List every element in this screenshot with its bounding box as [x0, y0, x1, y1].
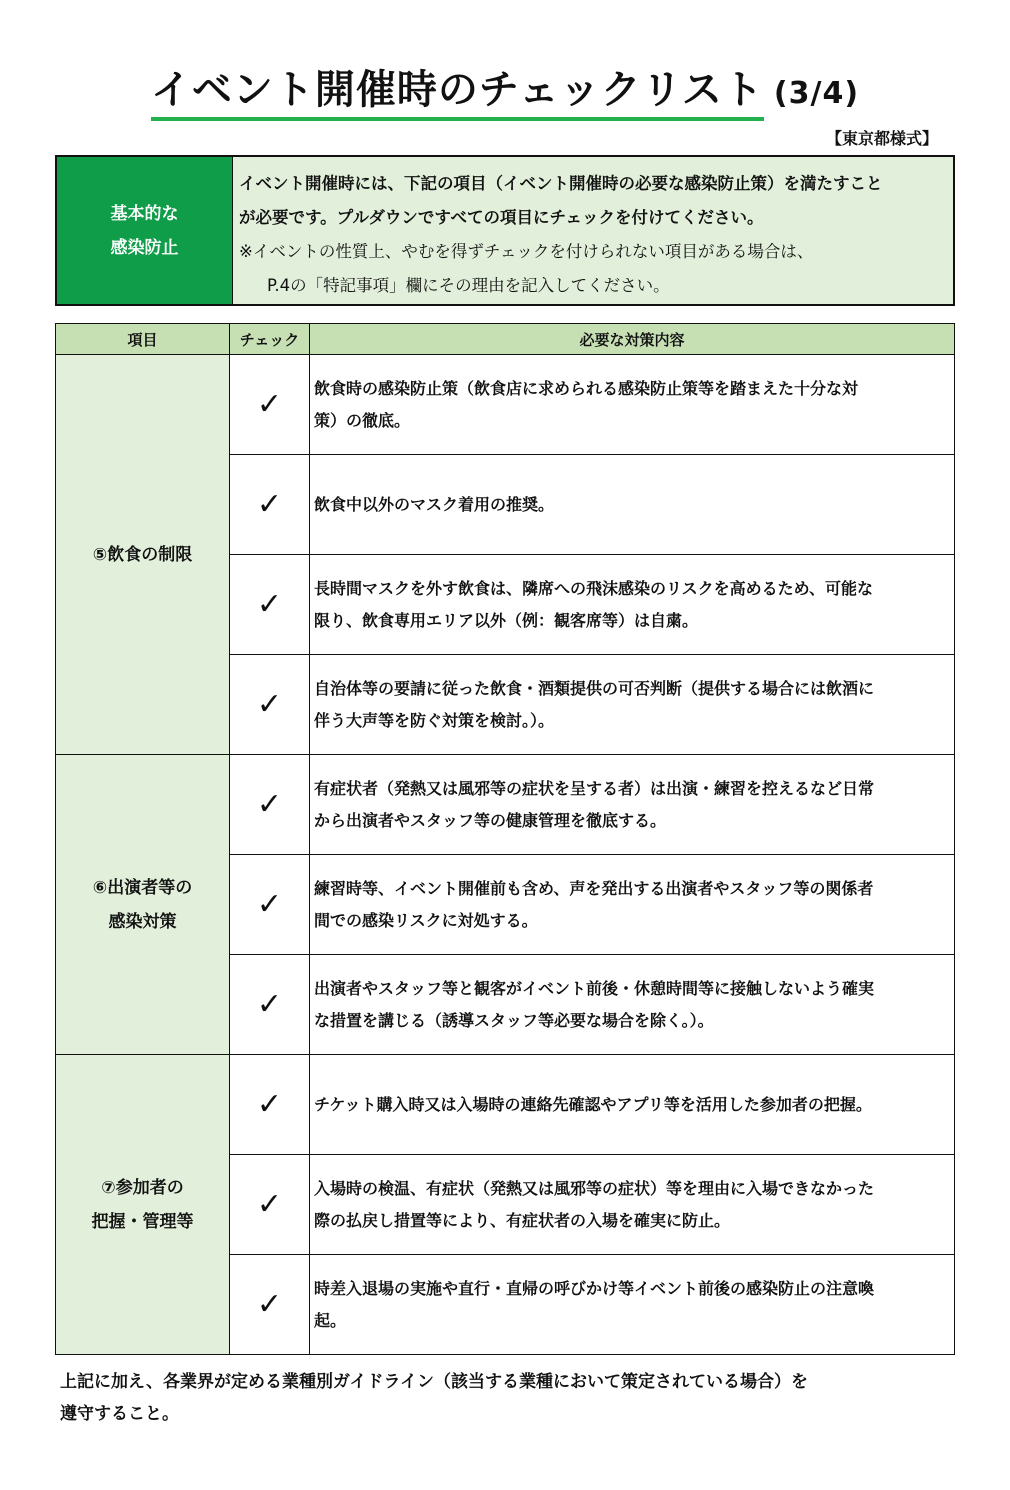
category-label: 把握・管理等: [91, 1211, 194, 1232]
page-number: (3/4): [773, 76, 860, 111]
measure-text: [310, 955, 955, 1055]
category-7: [56, 1055, 230, 1355]
measure-line: 飲食時の感染防止策（飲食店に求められる感染防止策等を踏まえた十分な対: [314, 378, 859, 398]
measure-line: 出演者やスタッフ等と観客がイベント前後・休憩時間等に接触しないよう確実: [314, 978, 875, 998]
header-content: 必要な対策内容: [310, 324, 955, 355]
measure-line: 限り、飲食専用エリア以外（例：観客席等）は自粛。: [314, 610, 699, 630]
check-cell[interactable]: ✓: [230, 955, 310, 1055]
measure-line: 飲食中以外のマスク着用の推奨。: [314, 494, 555, 514]
measure-text: [310, 555, 955, 655]
basic-header-line2: 感染防止: [110, 237, 179, 258]
table-row: [56, 755, 955, 855]
check-cell[interactable]: ✓: [230, 755, 310, 855]
check-cell[interactable]: ✓: [230, 1255, 310, 1355]
measure-line: 練習時等、イベント開催前も含め、声を発出する出演者やスタッフ等の関係者: [314, 878, 874, 898]
basic-prevention-text: [233, 157, 953, 304]
measure-text: [310, 355, 955, 455]
measure-text: [310, 455, 955, 555]
basic-line1: イベント開催時には、下記の項目（イベント開催時の必要な感染防止策）を満たすこと: [239, 174, 883, 193]
basic-header-line1: 基本的な: [110, 203, 179, 224]
check-cell[interactable]: ✓: [230, 555, 310, 655]
measure-text: [310, 1055, 955, 1155]
measure-line: 自治体等の要請に従った飲食・酒類提供の可否判断（提供する場合には飲酒に: [314, 678, 875, 698]
basic-note1: ※イベントの性質上、やむを得ずチェックを付けられない項目がある場合は、: [239, 242, 814, 261]
category-label: ⑦参加者の: [101, 1177, 184, 1198]
footer-line2: 遵守すること。: [60, 1404, 179, 1424]
footer-note: [60, 1366, 940, 1430]
measure-text: [310, 1255, 955, 1355]
table-row: [56, 355, 955, 455]
category-label: 感染対策: [108, 911, 177, 932]
measure-line: 長時間マスクを外す飲食は、隣席への飛沫感染のリスクを高めるため、可能な: [314, 578, 874, 598]
check-cell[interactable]: ✓: [230, 655, 310, 755]
category-5: [56, 355, 230, 755]
measure-line: 有症状者（発熱又は風邪等の症状を呈する者）は出演・練習を控えるなど日常: [314, 778, 875, 798]
measure-line: 策）の徹底。: [314, 410, 411, 430]
check-cell[interactable]: ✓: [230, 455, 310, 555]
table-row: [56, 1055, 955, 1155]
page-title-main: イベント開催時のチェックリスト: [151, 58, 764, 121]
measure-line: から出演者やスタッフ等の健康管理を徹底する。: [314, 810, 667, 830]
header-check: チェック: [230, 324, 310, 355]
basic-note2: P.4の「特記事項」欄にその理由を記入してください。: [267, 276, 670, 295]
form-label: 【東京都様式】: [825, 129, 938, 148]
basic-prevention-header: [57, 157, 233, 304]
measure-line: 起。: [314, 1310, 347, 1330]
measure-text: [310, 855, 955, 955]
page-title: [0, 58, 1010, 121]
category-6: [56, 755, 230, 1055]
check-cell[interactable]: ✓: [230, 1055, 310, 1155]
measure-line: チケット購入時又は入場時の連絡先確認やアプリ等を活用した参加者の把握。: [314, 1094, 872, 1114]
header-item: 項目: [56, 324, 230, 355]
measure-text: [310, 655, 955, 755]
check-cell[interactable]: ✓: [230, 1155, 310, 1255]
checklist-table: [55, 323, 955, 1355]
basic-prevention-box: [55, 155, 955, 306]
measure-line: 時差入退場の実施や直行・直帰の呼びかけ等イベント前後の感染防止の注意喚: [314, 1278, 875, 1298]
measure-line: な措置を講じる（誘導スタッフ等必要な場合を除く。）。: [314, 1010, 714, 1030]
check-cell[interactable]: ✓: [230, 855, 310, 955]
basic-line2: が必要です。プルダウンですべての項目にチェックを付けてください。: [239, 208, 764, 227]
measure-line: 入場時の検温、有症状（発熱又は風邪等の症状）等を理由に入場できなかった: [314, 1178, 875, 1198]
measure-line: 間での感染リスクに対処する。: [314, 910, 538, 930]
measure-text: [310, 1155, 955, 1255]
category-label: ⑤飲食の制限: [92, 544, 193, 565]
measure-line: 際の払戻し措置等により、有症状者の入場を確実に防止。: [314, 1210, 731, 1230]
measure-line: 伴う大声等を防ぐ対策を検討。）。: [314, 710, 555, 730]
table-header-row: [56, 324, 955, 355]
footer-line1: 上記に加え、各業界が定める業種別ガイドライン（該当する業種において策定されている場合）を: [60, 1372, 808, 1392]
check-cell[interactable]: ✓: [230, 355, 310, 455]
category-label: ⑥出演者等の: [92, 877, 193, 898]
measure-text: [310, 755, 955, 855]
